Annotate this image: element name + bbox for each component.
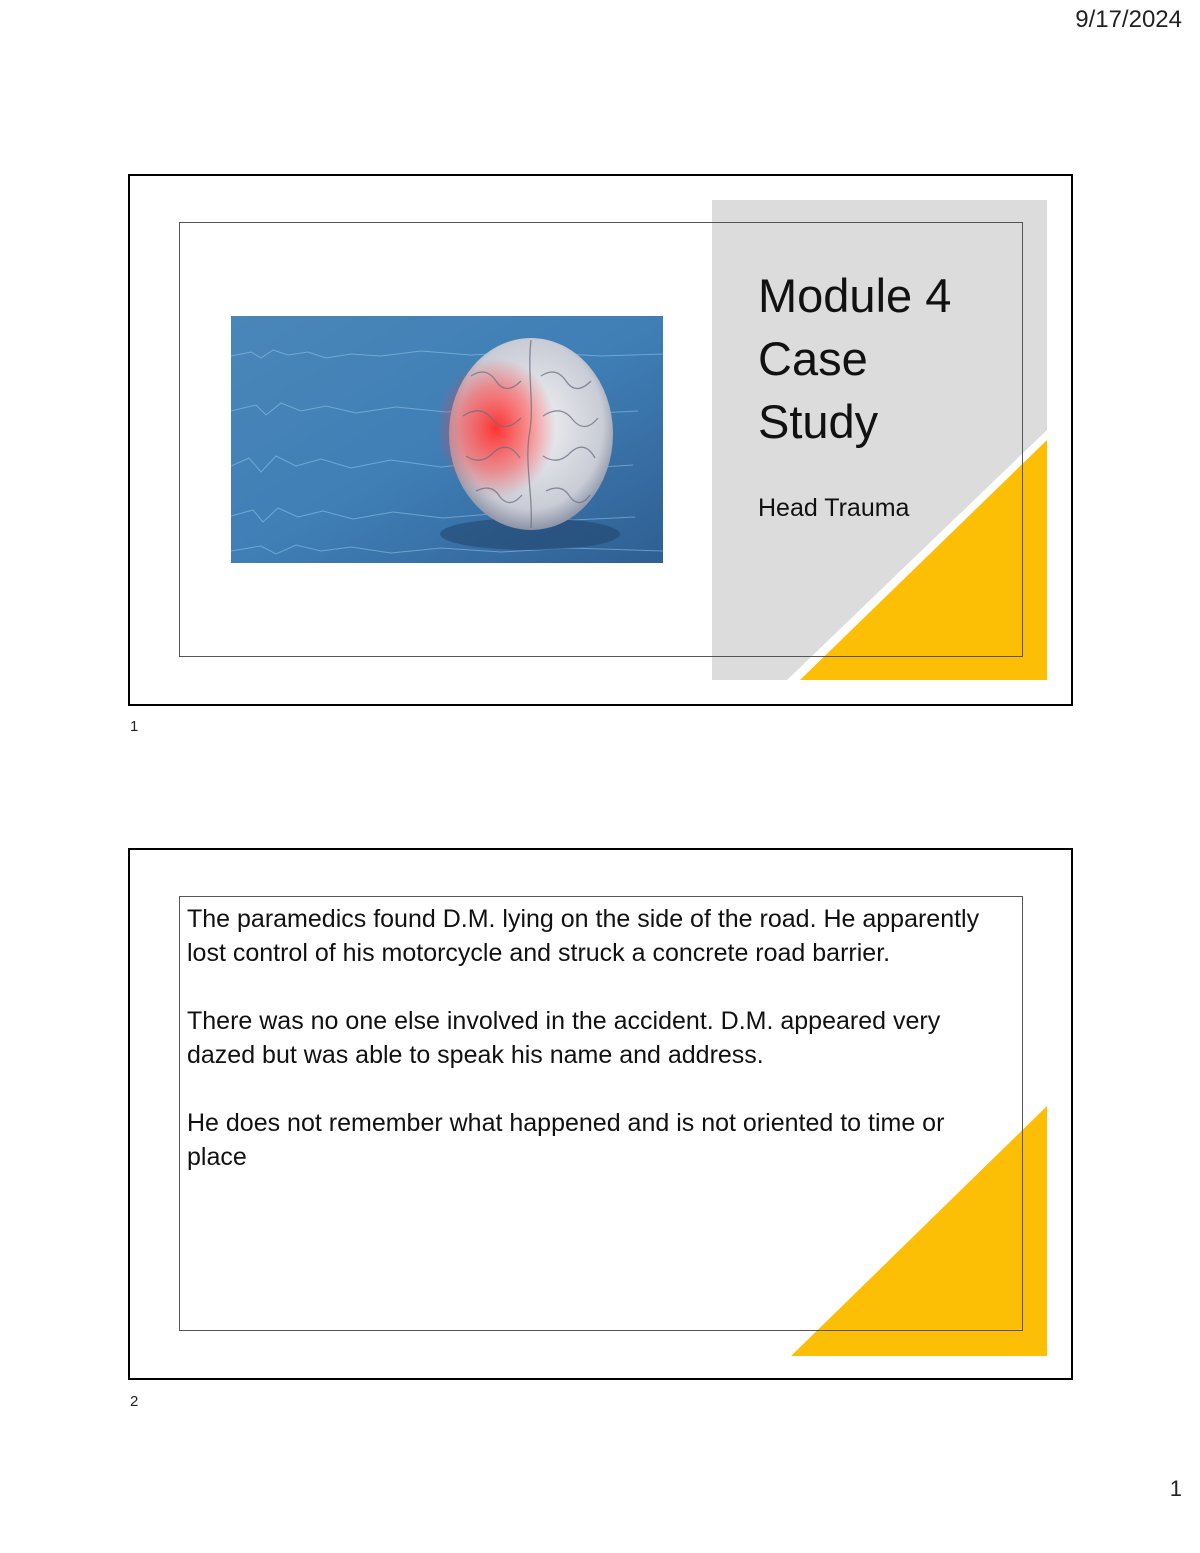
title-line: Module 4 [758,269,952,322]
slide-subtitle: Head Trauma [758,494,910,522]
paragraph: The paramedics found D.M. lying on the side of the road. He apparently lost control of his motorcycle and struck a concrete road barrier. [187,905,980,967]
brain-image [231,316,663,563]
slide-number-1: 1 [130,718,139,735]
page-number: 1 [1169,1476,1182,1501]
case-description [187,902,1002,1208]
slide-number-2: 2 [130,1393,139,1410]
slide-title [758,264,1028,453]
title-line: Study [758,395,879,448]
title-line: Case [758,332,868,385]
paragraph: He does not remember what happened and is not oriented to time or place [187,1109,945,1171]
paragraph: There was no one else involved in the accident. D.M. appeared very dazed but was able to speak his name and address. [187,1007,941,1069]
slide-1 [128,174,1073,706]
slide-2 [128,848,1073,1380]
print-date: 9/17/2024 [1075,6,1182,33]
